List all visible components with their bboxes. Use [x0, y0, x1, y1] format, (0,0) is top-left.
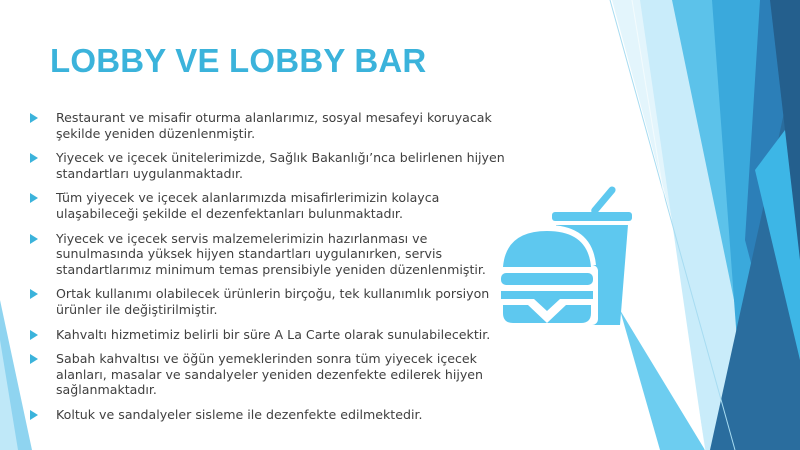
bullet-text: Yiyecek ve içecek servis malzemelerimizin hazırlanması ve sunulmasında yüksek hijyen standartları uygulanırken, servis standartlarımız minimum temas prensibiyle yeniden düzenlenmiştir.: [56, 230, 486, 277]
bullet-text: Kahvaltı hizmetimiz belirli bir süre A La Carte olarak sunulabilecektir.: [56, 326, 491, 342]
bullet-text: Sabah kahvaltısı ve öğün yemeklerinden sonra tüm yiyecek içecek alanları, masalar ve sandalyeler yeniden dezenfekte edilerek hijyen sağlanmaktadır.: [56, 351, 484, 398]
bullet-item: [30, 407, 505, 423]
bullet-item: [30, 351, 505, 398]
bullet-item: [30, 190, 505, 221]
straw-shape: [590, 185, 617, 216]
triangle-bullet-icon: [30, 410, 38, 420]
cup-lid-shape: [552, 212, 632, 221]
slide-title: LOBBY VE LOBBY BAR: [50, 42, 427, 79]
burger-and-drink-icon: [492, 185, 642, 335]
bullet-item: [30, 110, 505, 141]
triangle-bullet-icon: [30, 330, 38, 340]
bullet-text: Tüm yiyecek ve içecek alanlarımızda misafirlerimizin kolayca ulaşabileceği şekilde el dezenfektanları bulunmaktadır.: [56, 190, 440, 221]
bullet-item: [30, 231, 505, 278]
bullet-text: Yiyecek ve içecek ünitelerimizde, Sağlık Bakanlığı’nca belirlenen hijyen standartları uygulanmaktadır.: [56, 150, 505, 181]
bullet-item: [30, 286, 505, 317]
bullet-item: [30, 327, 505, 343]
triangle-bullet-icon: [30, 354, 38, 364]
triangle-bullet-icon: [30, 234, 38, 244]
bullet-text: Koltuk ve sandalyeler sisleme ile dezenfekte edilmektedir.: [56, 406, 423, 422]
burger-patty-shape: [501, 273, 593, 285]
bullet-text: Ortak kullanımı olabilecek ürünlerin birçoğu, tek kullanımlık porsiyon ürünler ile değiştirilmiştir.: [56, 286, 490, 317]
bullet-text: Restaurant ve misafir oturma alanlarımız, sosyal mesafeyi koruyacak şekilde yeniden düzenlenmiştir.: [56, 110, 492, 141]
bullet-item: [30, 150, 505, 181]
triangle-bullet-icon: [30, 153, 38, 163]
bullet-list: [30, 110, 505, 432]
triangle-bullet-icon: [30, 289, 38, 299]
triangle-bullet-icon: [30, 193, 38, 203]
triangle-bullet-icon: [30, 113, 38, 123]
